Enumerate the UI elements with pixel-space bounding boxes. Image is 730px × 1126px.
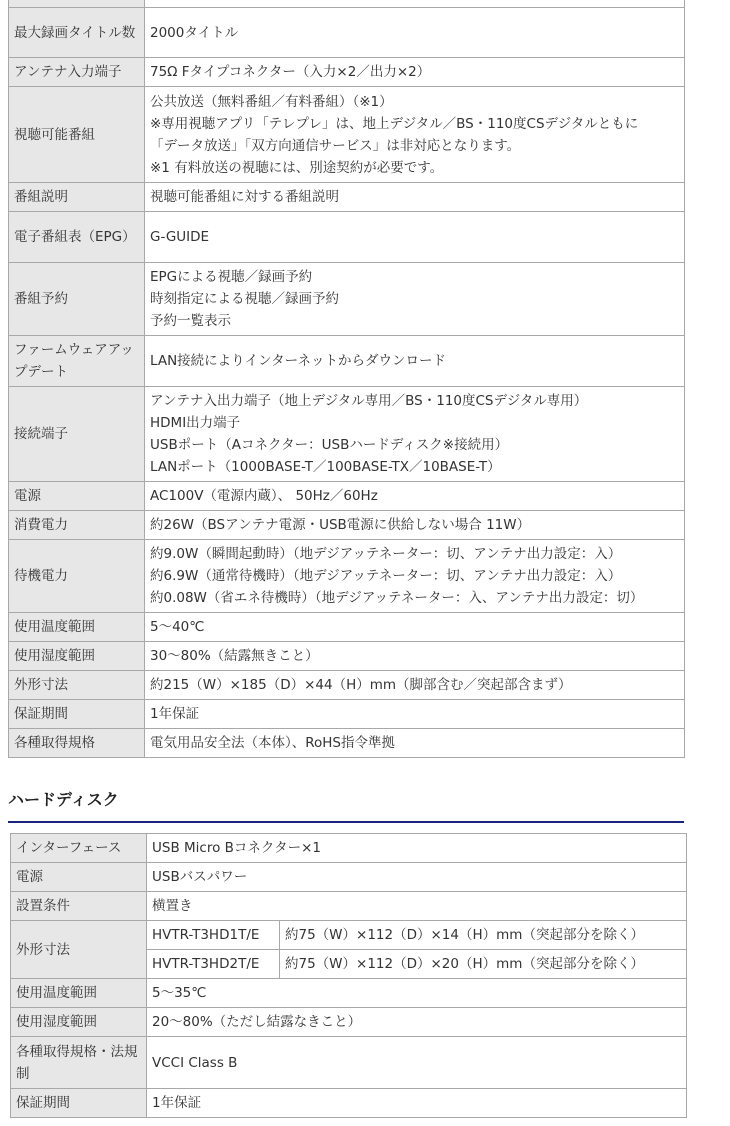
row-label: 最大録画タイトル数 bbox=[9, 8, 145, 58]
row-value bbox=[145, 511, 685, 540]
row-label: 番組説明 bbox=[9, 183, 145, 212]
hdd-section-heading: ハードディスク bbox=[8, 788, 684, 823]
row-label: 外形寸法 bbox=[11, 921, 147, 979]
row-value bbox=[145, 0, 685, 8]
table-row bbox=[9, 87, 685, 183]
row-value: 1年保証 bbox=[147, 1089, 687, 1118]
table-row bbox=[9, 0, 685, 8]
table-row bbox=[11, 863, 687, 892]
row-value bbox=[145, 482, 685, 511]
row-label: 電源 bbox=[9, 482, 145, 511]
row-value: 横置き bbox=[147, 892, 687, 921]
value-line: 時刻指定による視聴／録画予約 bbox=[150, 291, 339, 307]
table-row bbox=[11, 892, 687, 921]
row-label: 消費電力 bbox=[9, 511, 145, 540]
row-value: USBバスパワー bbox=[147, 863, 687, 892]
row-value bbox=[145, 671, 685, 700]
row-value: 5～35℃ bbox=[147, 979, 687, 1008]
value-line: 約215（W）×185（D）×44（H）mm（脚部含む／突起部含まず） bbox=[150, 677, 572, 693]
row-label bbox=[9, 0, 145, 8]
value-line: LAN接続によりインターネットからダウンロード bbox=[150, 353, 446, 369]
value-line: ※専用視聴アプリ「テレプレ」は、地上デジタル／BS・110度CSデジタルともに bbox=[150, 115, 639, 132]
row-value bbox=[145, 58, 685, 87]
table-row bbox=[11, 1008, 687, 1037]
value-line: 5～40℃ bbox=[150, 619, 205, 635]
row-value: VCCI Class B bbox=[147, 1037, 687, 1089]
row-value bbox=[145, 263, 685, 336]
row-label: 番組予約 bbox=[9, 263, 145, 336]
value-line: 視聴可能番組に対する番組説明 bbox=[150, 189, 339, 205]
table-row bbox=[11, 834, 687, 863]
table-row bbox=[9, 511, 685, 540]
row-label: 外形寸法 bbox=[9, 671, 145, 700]
table-row bbox=[9, 613, 685, 642]
value-line: AC100V（電源内蔵）、 50Hz／60Hz bbox=[150, 488, 378, 504]
table-row bbox=[11, 1089, 687, 1118]
value-line: 公共放送（無料番組／有料番組）（※1） bbox=[150, 93, 393, 110]
model-size: 約75（W）×112（D）×14（H）mm（突起部分を除く） bbox=[280, 921, 687, 950]
row-value: USB Micro Bコネクター×1 bbox=[147, 834, 687, 863]
table-row bbox=[9, 212, 685, 263]
row-label: 保証期間 bbox=[9, 700, 145, 729]
row-label: 設置条件 bbox=[11, 892, 147, 921]
model-name: HVTR-T3HD2T/E bbox=[147, 950, 280, 979]
model-name: HVTR-T3HD1T/E bbox=[147, 921, 280, 950]
hdd-spec-table bbox=[10, 833, 687, 1118]
row-label: アンテナ入力端子 bbox=[9, 58, 145, 87]
value-line: G-GUIDE bbox=[150, 229, 210, 245]
row-value bbox=[145, 700, 685, 729]
row-label: 各種取得規格 bbox=[9, 729, 145, 758]
table-row bbox=[9, 482, 685, 511]
row-value bbox=[145, 642, 685, 671]
row-label: 電子番組表（EPG） bbox=[9, 212, 145, 263]
value-line: ※1 有料放送の視聴には、別途契約が必要です。 bbox=[150, 159, 444, 176]
row-label: 各種取得規格・法規制 bbox=[11, 1037, 147, 1089]
row-value bbox=[145, 540, 685, 613]
row-value bbox=[145, 613, 685, 642]
table-row bbox=[11, 979, 687, 1008]
row-value bbox=[145, 336, 685, 387]
row-label: 待機電力 bbox=[9, 540, 145, 613]
table-row bbox=[9, 58, 685, 87]
table-row bbox=[9, 263, 685, 336]
row-value bbox=[145, 183, 685, 212]
row-label: 使用温度範囲 bbox=[9, 613, 145, 642]
row-value bbox=[145, 729, 685, 758]
value-line: 2000タイトル bbox=[150, 24, 239, 41]
value-line: 約6.9W（通常待機時）（地デジアッテネーター：切、アンテナ出力設定：入） bbox=[150, 568, 622, 584]
value-line: 約0.08W（省エネ待機時）（地デジアッテネーター：入、アンテナ出力設定：切） bbox=[150, 590, 644, 606]
row-value bbox=[145, 212, 685, 263]
value-line: LANポート（1000BASE-T／100BASE-TX／10BASE-T） bbox=[150, 459, 501, 475]
row-label: インターフェース bbox=[11, 834, 147, 863]
value-line: 75Ω Fタイプコネクター（入力×2／出力×2） bbox=[150, 64, 431, 80]
value-line: 約26W（BSアンテナ電源・USB電源に供給しない場合 11W） bbox=[150, 517, 531, 533]
table-row bbox=[9, 671, 685, 700]
value-line: 電気用品安全法（本体）、RoHS指令準拠 bbox=[150, 735, 396, 751]
value-line: EPGによる視聴／録画予約 bbox=[150, 269, 313, 285]
row-value bbox=[145, 8, 685, 58]
row-value bbox=[145, 87, 685, 183]
table-row bbox=[9, 729, 685, 758]
value-line: 「データ放送」「双方向通信サービス」は非対応となります。 bbox=[150, 137, 521, 154]
row-label: 使用湿度範囲 bbox=[11, 1008, 147, 1037]
value-line: 約9.0W（瞬間起動時）（地デジアッテネーター：切、アンテナ出力設定：入） bbox=[150, 546, 622, 562]
table-row bbox=[9, 540, 685, 613]
table-row bbox=[9, 700, 685, 729]
table-row bbox=[11, 921, 687, 950]
row-value bbox=[145, 387, 685, 482]
row-label: 保証期間 bbox=[11, 1089, 147, 1118]
spec-table-body bbox=[9, 0, 685, 758]
row-label: 使用温度範囲 bbox=[11, 979, 147, 1008]
spec-table bbox=[8, 0, 685, 758]
row-label: 視聴可能番組 bbox=[9, 87, 145, 183]
row-label: ファームウェアアップデート bbox=[9, 336, 145, 387]
value-line: アンテナ入出力端子（地上デジタル専用／BS・110度CSデジタル専用） bbox=[150, 393, 588, 409]
row-label: 使用湿度範囲 bbox=[9, 642, 145, 671]
table-row bbox=[9, 183, 685, 212]
table-row bbox=[9, 642, 685, 671]
table-row bbox=[9, 8, 685, 58]
value-line: 予約一覧表示 bbox=[150, 313, 231, 329]
row-label: 電源 bbox=[11, 863, 147, 892]
table-row bbox=[11, 1037, 687, 1089]
value-line: USBポート（Aコネクター：USBハードディスク※接続用） bbox=[150, 437, 509, 453]
value-line: 1年保証 bbox=[150, 706, 200, 722]
row-value: 20～80%（ただし結露なきこと） bbox=[147, 1008, 687, 1037]
value-line: HDMI出力端子 bbox=[150, 415, 241, 431]
model-size: 約75（W）×112（D）×20（H）mm（突起部分を除く） bbox=[280, 950, 687, 979]
row-label: 接続端子 bbox=[9, 387, 145, 482]
table-row bbox=[9, 387, 685, 482]
value-line: 30～80%（結露無きこと） bbox=[150, 648, 319, 664]
table-row bbox=[9, 336, 685, 387]
